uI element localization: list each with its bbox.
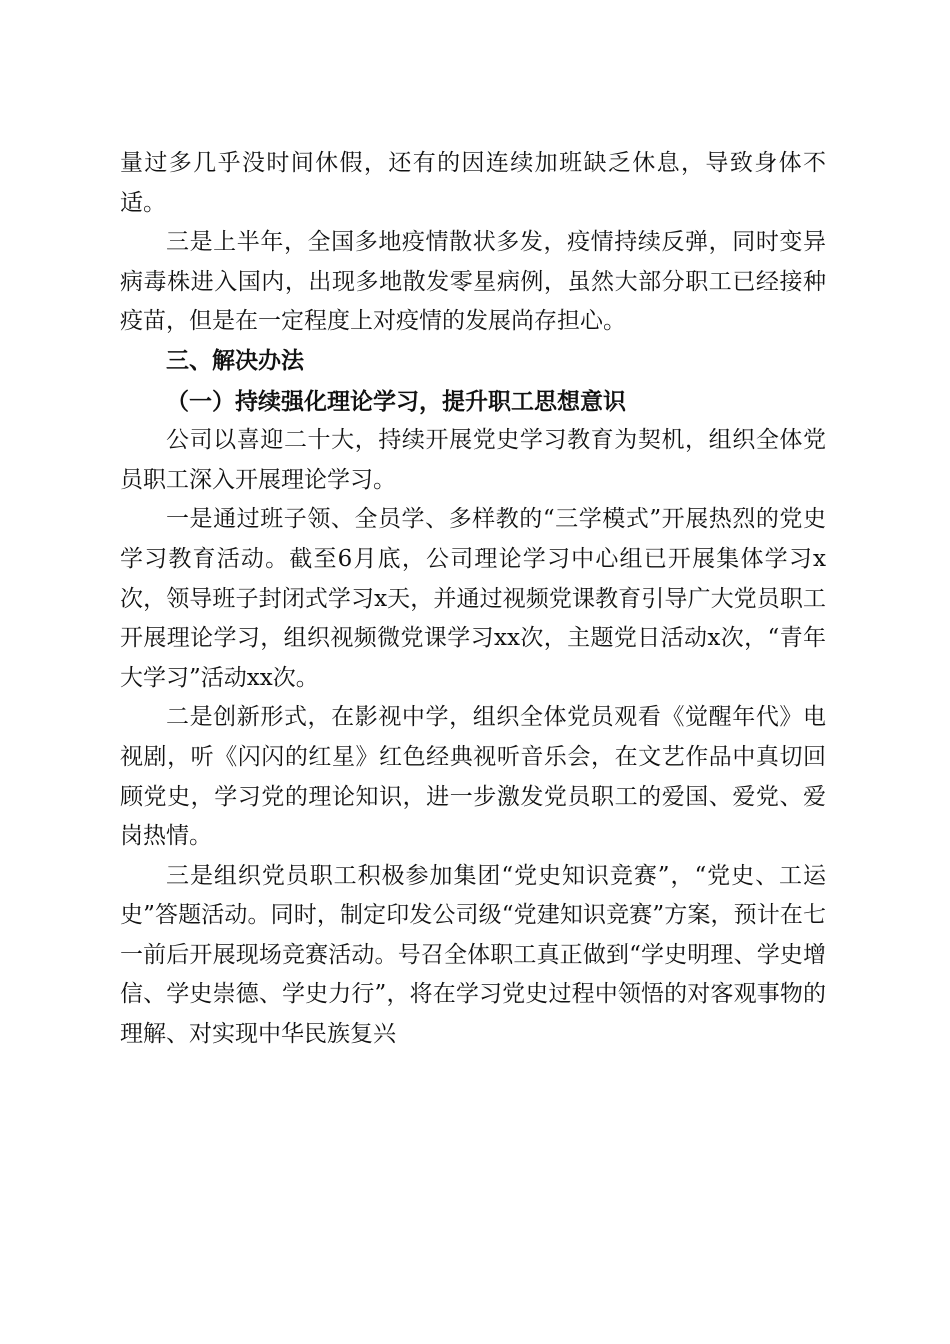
subsection-heading-theory-study: （一）持续强化理论学习，提升职工思想意识 — [166, 387, 626, 415]
document-body — [120, 144, 826, 1055]
paragraph-point-two: 二是创新形式，在影视中学，组织全体党员观看《觉醒年代》电视剧，听《闪闪的红星》红色经典视听音乐会，在文艺作品中真切回顾党史，学习党的理论知识，进一步激发党员职工的爱国、爱党、爱岗热情。 — [120, 704, 826, 850]
section-heading-solutions: 三、解决办法 — [166, 347, 304, 374]
paragraph-epidemic: 三是上半年，全国多地疫情散状多发，疫情持续反弹，同时变异病毒株进入国内，出现多地散发零星病例，虽然大部分职工已经接种疫苗，但是在一定程度上对疫情的发展尚存担心。 — [120, 229, 826, 335]
paragraph-point-three: 三是组织党员职工积极参加集团“党史知识竞赛”，“党史、工运史”答题活动。同时，制定印发公司级“党建知识竞赛”方案，预计在七一前后开展现场竞赛活动。号召全体职工真正做到“学史明理、学史增信、学史崇德、学史力行”，将在学习党史过程中领悟的对客观事物的理解、对实现中华民族复兴 — [120, 862, 826, 1048]
paragraph-continuation: 量过多几乎没时间休假，还有的因连续加班缺乏休息，导致身体不适。 — [120, 150, 826, 216]
paragraph-intro: 公司以喜迎二十大，持续开展党史学习教育为契机，组织全体党员职工深入开展理论学习。 — [120, 427, 826, 493]
paragraph-point-one: 一是通过班子领、全员学、多样教的“三学模式”开展热烈的党史学习教育活动。截至6月底，公司理论学习中心组已开展集体学习x次，领导班子封闭式学习x天，并通过视频党课教育引导广大党员职工开展理论学习，组织视频微党课学习xx次，主题党日活动x次，“青年大学习”活动xx次。 — [120, 506, 826, 691]
